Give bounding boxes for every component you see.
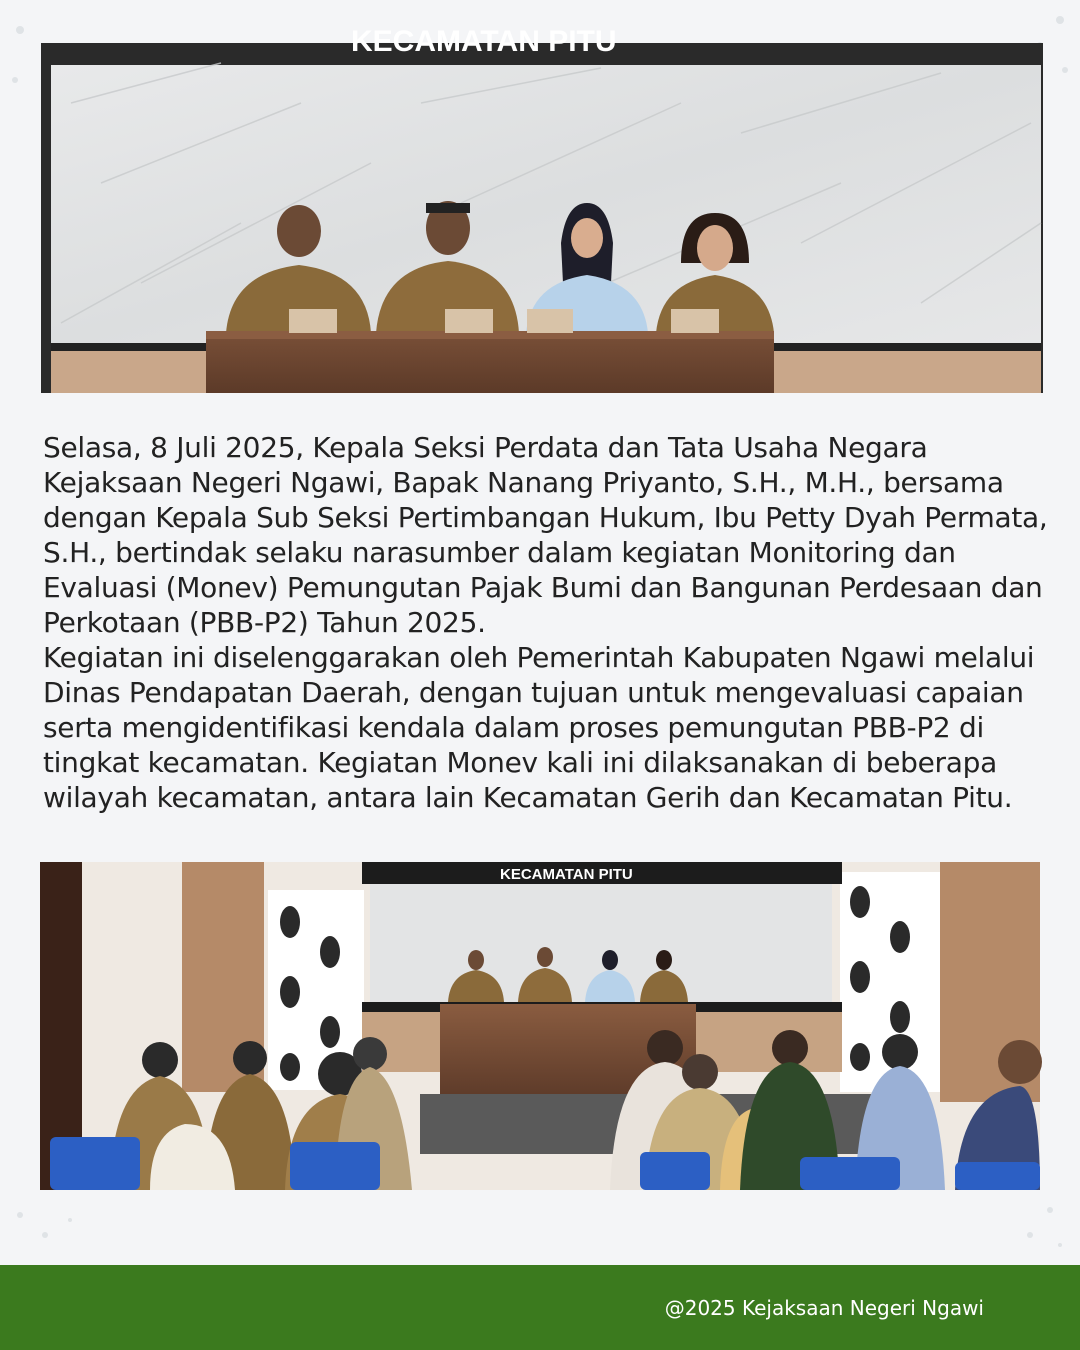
caption-paragraph-2: Kegiatan ini diselenggarakan oleh Pemerintah Kabupaten Ngawi melalui Dinas Pendapatan Daerah, dengan tujuan untuk mengevaluasi capaian serta mengidentifikasi kendala dalam proses pemungutan PBB-P2 di tingkat kecamatan. Kegiatan Monev kali ini dilaksanakan di beberapa wilayah kecamatan, antara lain Kecamatan Gerih dan Kecamatan Pitu. bbox=[43, 641, 1035, 814]
footer-copyright: @2025 Kejaksaan Negeri Ngawi bbox=[664, 1296, 984, 1320]
article-caption bbox=[43, 430, 1053, 815]
caption-paragraph-1: Selasa, 8 Juli 2025, Kepala Seksi Perdata dan Tata Usaha Negara Kejaksaan Negeri Ngawi, Bapak Nanang Priyanto, S.H., M.H., bersama dengan Kepala Sub Seksi Pertimbangan Hukum, Ibu Petty Dyah Permata, S.H., bertindak selaku narasumber dalam kegiatan Monitoring dan Evaluasi (Monev) Pemungutan Pajak Bumi dan Bangunan Perdesaan dan Perkotaan (PBB-P2) Tahun 2025. bbox=[43, 431, 1048, 639]
footer-bar bbox=[0, 1265, 1080, 1350]
top-meeting-photo bbox=[41, 25, 1043, 393]
bottom-meeting-photo bbox=[40, 862, 1040, 1190]
bottom-signboard: KECAMATAN PITU bbox=[500, 866, 633, 883]
top-signboard: KECAMATAN PITU bbox=[351, 25, 617, 58]
